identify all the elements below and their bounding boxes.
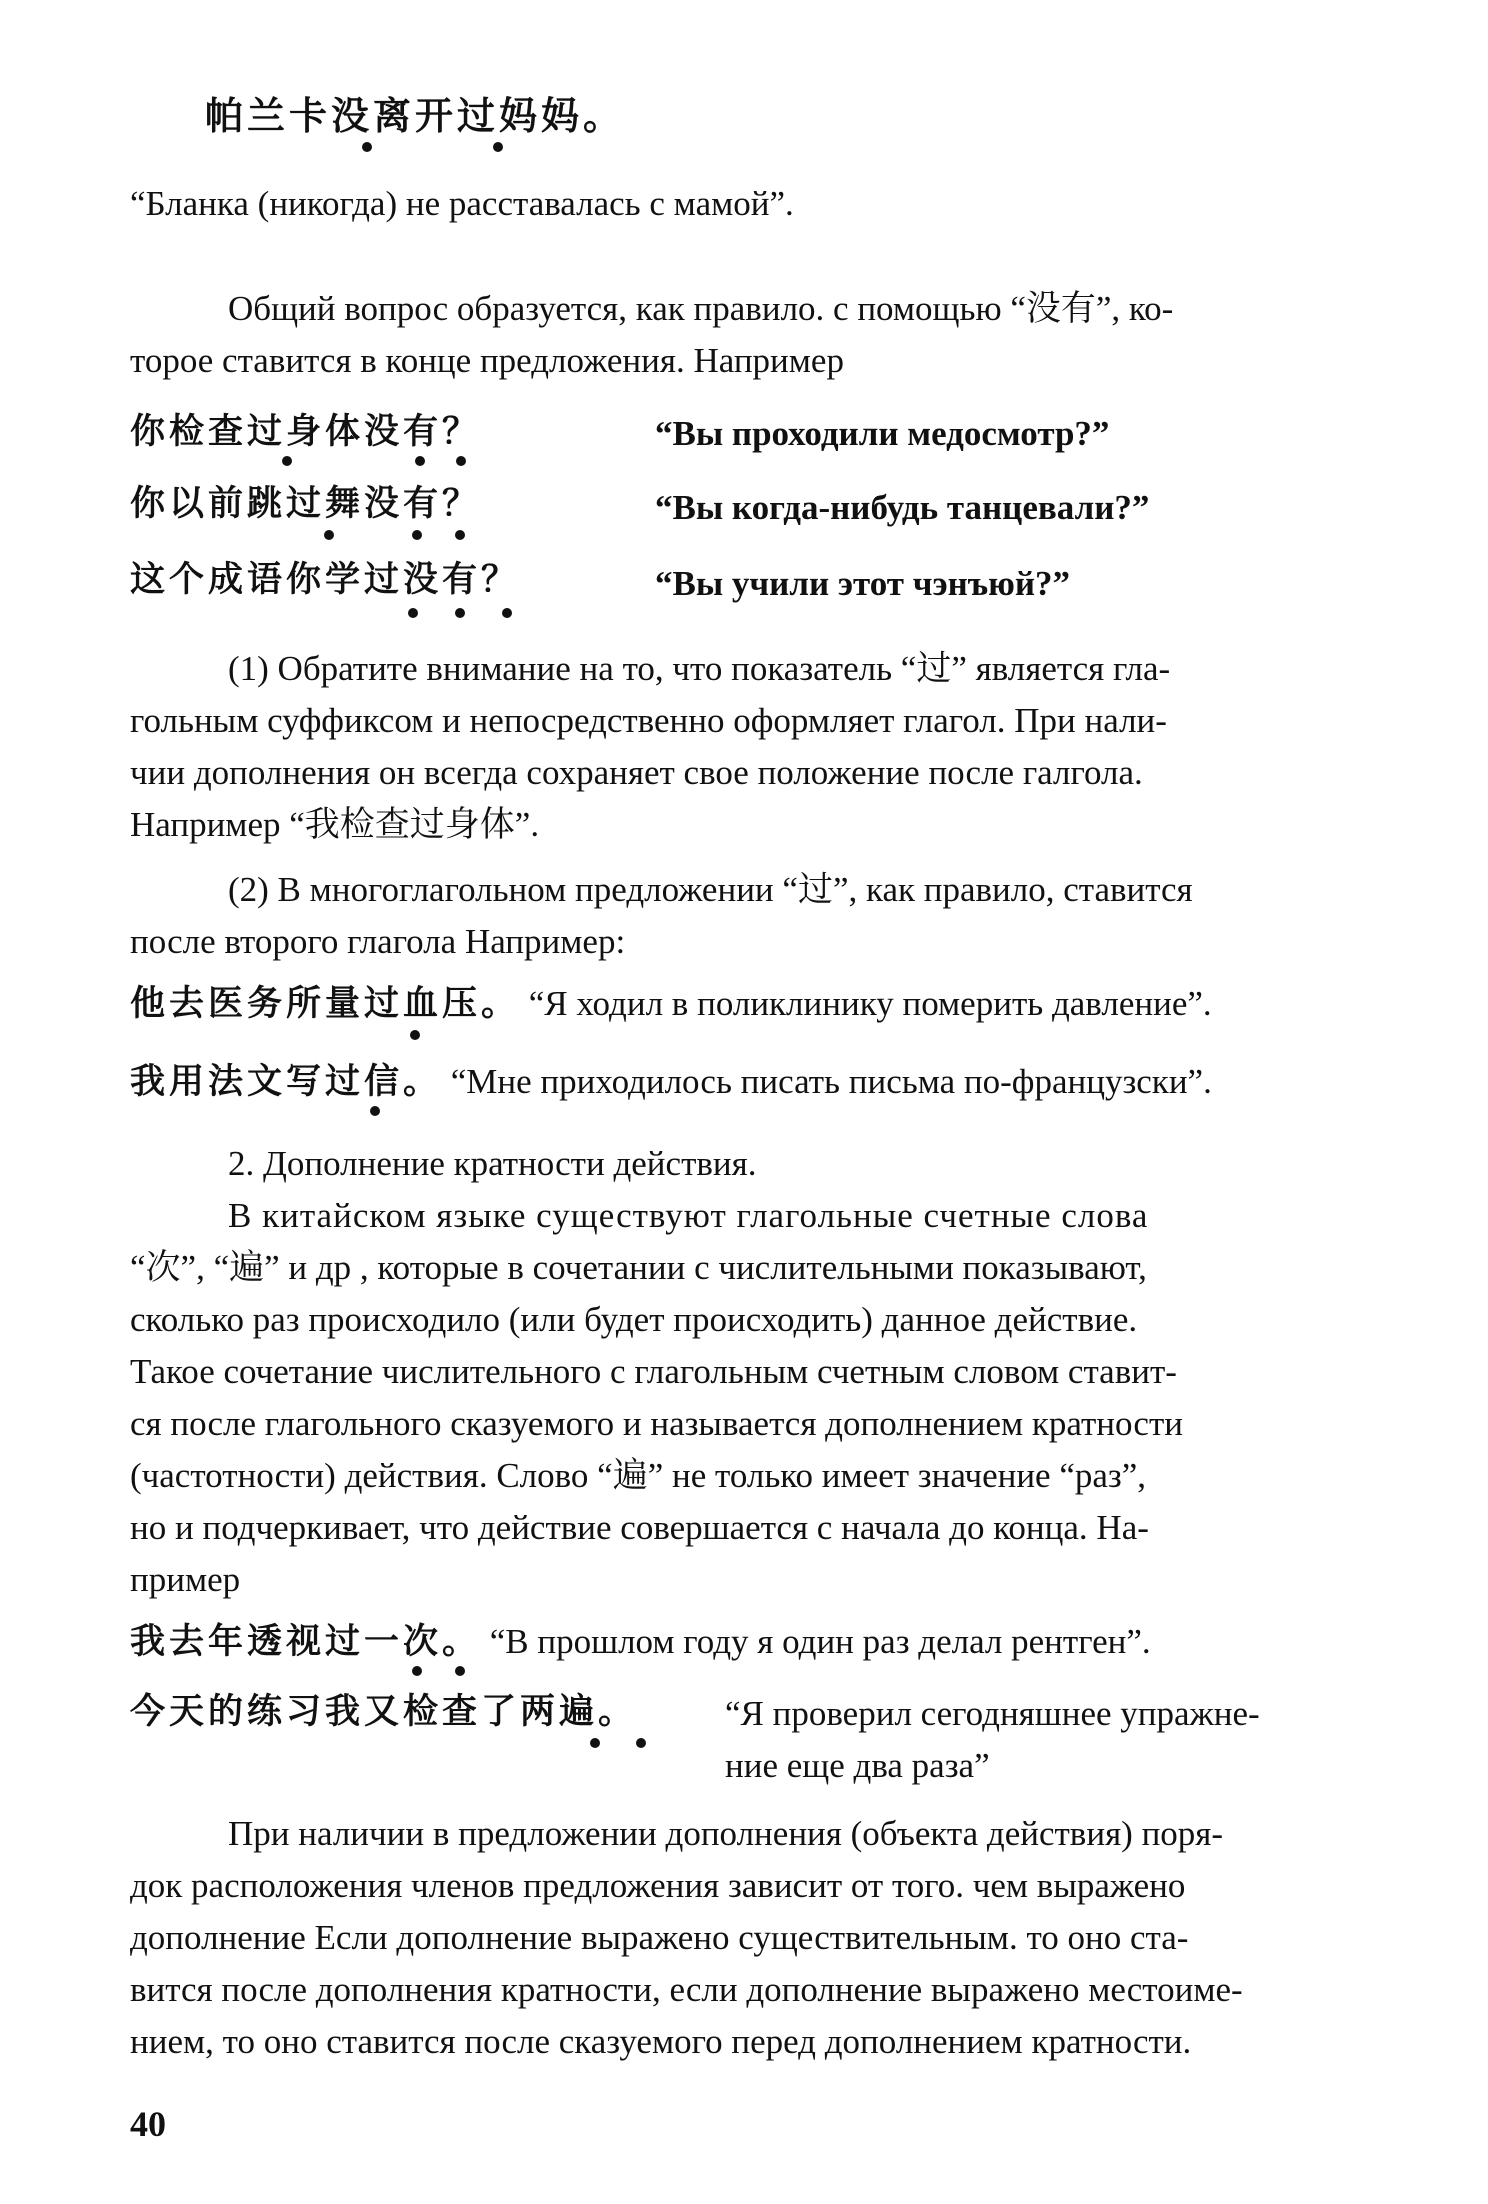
example-russian: “Вы проходили медосмотр?” [655, 414, 1110, 453]
emphasis-dot [455, 530, 465, 540]
example-row [130, 1618, 1151, 1666]
page-number: 40 [130, 2104, 166, 2144]
example-chinese: 他去医务所量过血压。 [130, 984, 521, 1024]
paragraph-line: торое ставится в конце предложения. Например [130, 341, 844, 380]
example-russian: “Вы когда-нибудь танцевали?” [655, 488, 1150, 527]
section-line: В китайском языке существуют глагольные счетные слова [228, 1196, 1149, 1235]
emphasis-dot [415, 456, 425, 466]
emphasis-dot [370, 1106, 380, 1116]
emphasis-dot [362, 142, 372, 152]
emphasis-dot [410, 1030, 420, 1040]
emphasis-dot [412, 530, 422, 540]
paragraph-line: док расположения членов предложения зависит от того. чем выражено [130, 1866, 1186, 1905]
example-chinese: 你检查过身体没有？ [130, 412, 482, 452]
example-chinese: 你以前跳过舞没有？ [130, 484, 482, 524]
emphasis-dot [455, 608, 465, 618]
section-line: но и подчеркивает, что действие совершается с начала до конца. На- [130, 1508, 1149, 1547]
example-russian: “Я проверил сегодняшнее упражне- [725, 1694, 1260, 1733]
section-line: Такое сочетание числительного с глагольным счетным словом ставит- [130, 1352, 1177, 1391]
note-line: Например “我检查过身体”. [130, 805, 540, 844]
example-russian: “Я ходил в поликлинику померить давление”. [528, 984, 1212, 1023]
emphasis-dot [636, 1738, 646, 1748]
section-line: сколько раз происходило (или будет происходить) данное действие. [130, 1300, 1138, 1339]
note-line: гольным суффиксом и непосредственно оформляет глагол. При нали- [130, 701, 1167, 740]
example-russian: “Мне приходилось писать письма по-французски”. [450, 1062, 1212, 1101]
emphasis-dot [502, 608, 512, 618]
example-chinese: 这个成语你学过没有？ [130, 560, 521, 600]
paragraph-line: вится после дополнения кратности, если дополнение выражено местоиме- [130, 1970, 1243, 2009]
emphasis-dot [408, 608, 418, 618]
section-heading: 2. Дополнение кратности действия. [228, 1144, 757, 1183]
section-line: (частотности) действия. Слово “遍” не только имеет значение “раз”, [130, 1456, 1147, 1495]
emphasis-dot [590, 1738, 600, 1748]
paragraph-line: нием, то оно ставится после сказуемого перед дополнением кратности. [130, 2022, 1192, 2061]
emphasis-dot [455, 1666, 465, 1676]
example-chinese: 今天的练习我又检查了两遍。 [130, 1692, 638, 1732]
emphasis-dot [282, 456, 292, 466]
section-line: ся после глагольного сказуемого и называется дополнением кратности [130, 1404, 1183, 1443]
example-chinese: 我用法文写过信。 [130, 1062, 443, 1102]
paragraph-line: дополнение Если дополнение выражено существительным. то оно ста- [130, 1918, 1189, 1957]
emphasis-dot [324, 530, 334, 540]
example-russian: ние еще два раза” [725, 1746, 990, 1785]
paragraph-line: При наличии в предложении дополнения (объекта действия) поря- [228, 1814, 1224, 1853]
title-russian-translation: “Бланка (никогда) не расставалась с мамой”. [130, 184, 794, 223]
note-line: (2) В многоглагольном предложении “过”, как правило, ставится [228, 870, 1193, 909]
emphasis-dot [412, 1666, 422, 1676]
emphasis-dot [456, 456, 466, 466]
section-line: “次”, “遍” и др , которые в сочетании с числительными показывают, [130, 1248, 1147, 1287]
section-line: пример [130, 1560, 241, 1599]
example-russian: “Вы учили этот чэнъюй?” [655, 564, 1071, 603]
note-line: (1) Обратите внимание на то, что показатель “过” является гла- [228, 649, 1171, 688]
note-line: после второго глагола Например: [130, 922, 626, 961]
emphasis-dot [493, 142, 503, 152]
note-line: чии дополнения он всегда сохраняет свое положение после галгола. [130, 753, 1143, 792]
title-chinese-sentence: 帕兰卡没离开过妈妈。 [205, 94, 626, 138]
example-row [130, 1058, 1212, 1106]
paragraph-line: Общий вопрос образуется, как правило. с помощью “没有”, ко- [228, 289, 1174, 328]
example-russian: “В прошлом году я один раз делал рентген”. [489, 1622, 1151, 1661]
example-chinese: 我去年透视过一次。 [130, 1622, 482, 1662]
example-row [130, 980, 1212, 1028]
